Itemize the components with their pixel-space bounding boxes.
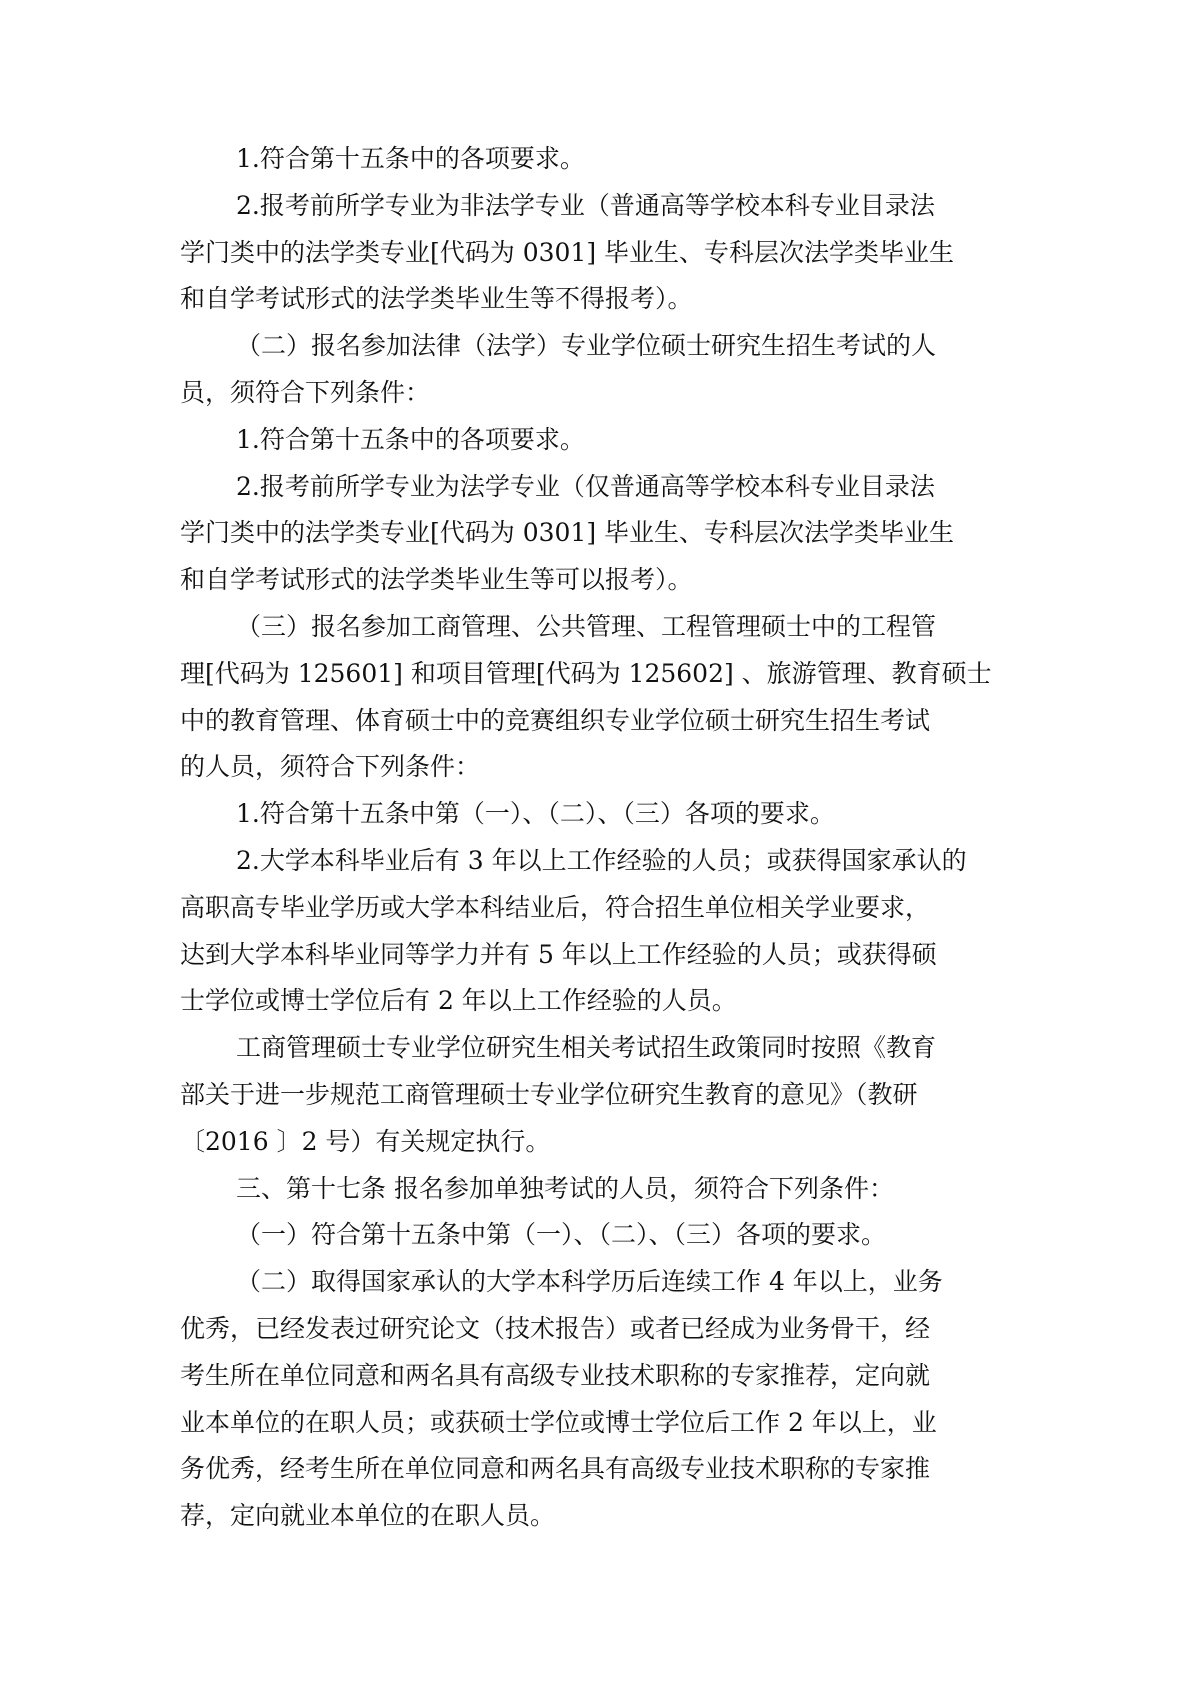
- text-line: 〔2016 〕2 号）有关规定执行。: [180, 1126, 551, 1156]
- text-line: 高职高专毕业学历或大学本科结业后，符合招生单位相关学业要求，: [180, 892, 931, 922]
- text-line: 学门类中的法学类专业[代码为 0301] 毕业生、专科层次法学类毕业生: [180, 237, 955, 267]
- text-line: 达到大学本科毕业同等学力并有 5 年以上工作经验的人员；或获得硕: [180, 939, 937, 969]
- document-body: [180, 136, 1010, 1540]
- text-line: 考生所在单位同意和两名具有高级专业技术职称的专家推荐，定向就: [180, 1360, 931, 1390]
- text-line: 理[代码为 125601] 和项目管理[代码为 125602] 、旅游管理、教育硕士: [180, 658, 992, 688]
- text-line: 员，须符合下列条件：: [180, 377, 431, 407]
- text-line: 优秀，已经发表过研究论文（技术报告）或者已经成为业务骨干，经: [180, 1313, 931, 1343]
- text-line: 中的教育管理、体育硕士中的竞赛组织专业学位硕士研究生招生考试: [180, 705, 931, 735]
- text-line: 三、第十七条 报名参加单独考试的人员，须符合下列条件：: [236, 1173, 894, 1203]
- text-line: 2.大学本科毕业后有 3 年以上工作经验的人员；或获得国家承认的: [236, 845, 967, 875]
- text-line: 和自学考试形式的法学类毕业生等不得报考）。: [180, 284, 693, 314]
- text-line: 1.符合第十五条中的各项要求。: [236, 424, 585, 454]
- text-line: 务优秀，经考生所在单位同意和两名具有高级专业技术职称的专家推: [180, 1454, 931, 1484]
- text-line: 荐，定向就业本单位的在职人员。: [180, 1501, 556, 1531]
- text-line: 1.符合第十五条中的各项要求。: [236, 144, 585, 173]
- text-line: （三）报名参加工商管理、公共管理、工程管理硕士中的工程管: [236, 611, 937, 641]
- text-line: （二）报名参加法律（法学）专业学位硕士研究生招生考试的人: [236, 331, 937, 361]
- text-line: （二）取得国家承认的大学本科学历后连续工作 4 年以上，业务: [236, 1267, 943, 1297]
- text-line: 2.报考前所学专业为非法学专业（普通高等学校本科专业目录法: [236, 190, 935, 220]
- text-line: 工商管理硕士专业学位研究生相关考试招生政策同时按照《教育: [236, 1033, 937, 1063]
- text-line: 和自学考试形式的法学类毕业生等可以报考）。: [180, 565, 693, 595]
- text-line: （一）符合第十五条中第（一）、（二）、（三）各项的要求。: [236, 1220, 887, 1250]
- text-line: 部关于进一步规范工商管理硕士专业学位研究生教育的意见》（教研: [180, 1079, 918, 1109]
- text-line: 士学位或博士学位后有 2 年以上工作经验的人员。: [180, 986, 737, 1016]
- text-line: 业本单位的在职人员；或获硕士学位或博士学位后工作 2 年以上，业: [180, 1407, 937, 1437]
- text-line: 的人员，须符合下列条件：: [180, 752, 481, 782]
- text-line: 1.符合第十五条中第（一）、（二）、（三）各项的要求。: [236, 799, 835, 829]
- text-line: 学门类中的法学类专业[代码为 0301] 毕业生、专科层次法学类毕业生: [180, 518, 955, 548]
- text-line: 2.报考前所学专业为法学专业（仅普通高等学校本科专业目录法: [236, 471, 935, 501]
